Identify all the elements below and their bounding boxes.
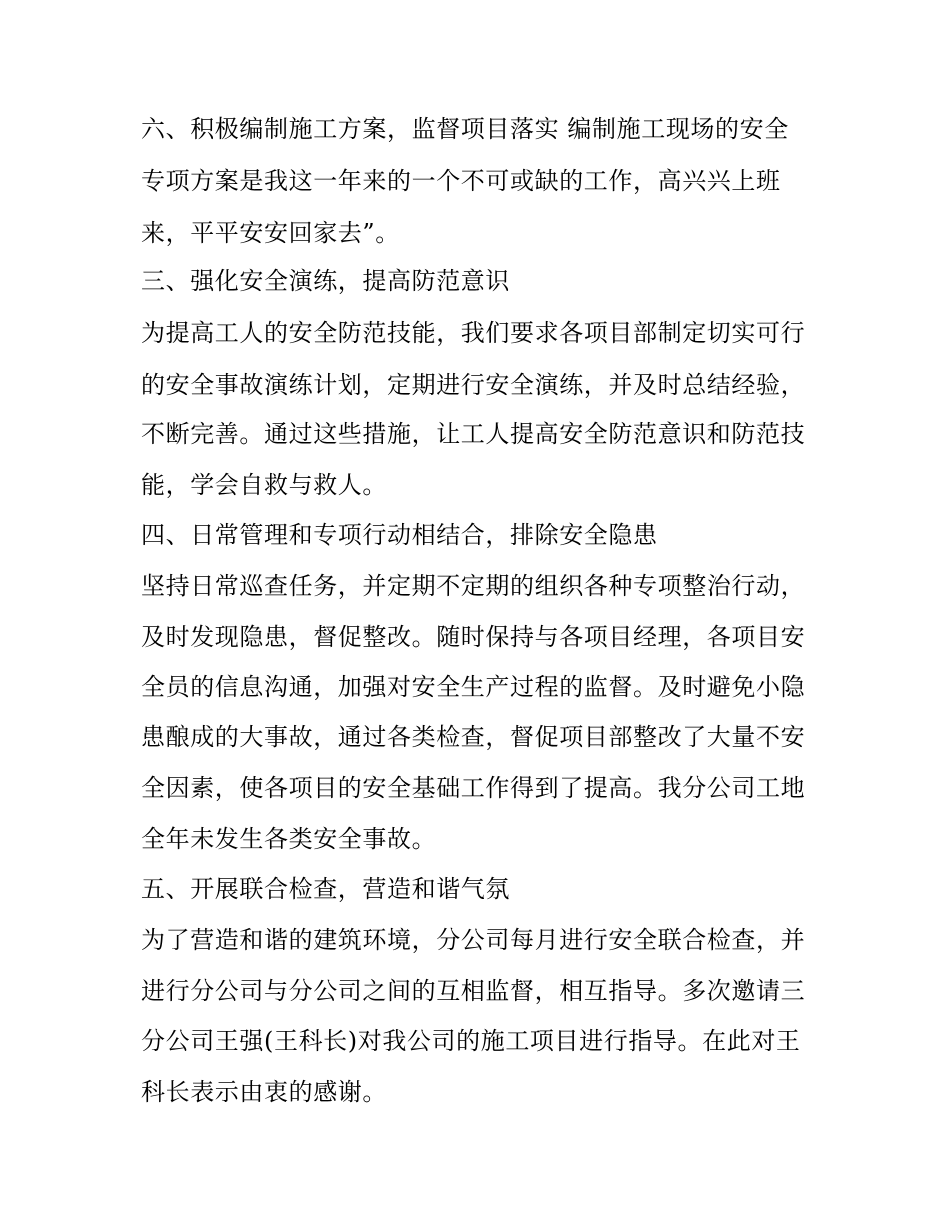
text-line: 全因素，使各项目的安全基础工作得到了提高。我分公司工地 [141, 774, 806, 802]
text-line: 患酿成的大事故，通过各类检查，督促项目部整改了大量不安 [141, 723, 806, 751]
text-line: 进行分公司与分公司之间的互相监督，相互指导。多次邀请三 [141, 977, 806, 1005]
text-line: 能，学会自救与救人。 [141, 471, 387, 499]
text-line: 坚持日常巡查任务，并定期不定期的组织各种专项整治行动， [141, 572, 806, 600]
section-heading: 四、日常管理和专项行动相结合，排除安全隐患 [141, 521, 658, 549]
text-line: 来，平平安安回家去”。 [141, 219, 400, 247]
section-heading: 五、开展联合检查，营造和谐气氛 [141, 875, 510, 903]
text-line: 六、积极编制施工方案，监督项目落实 编制施工现场的安全 [141, 115, 789, 143]
text-line: 为了营造和谐的建筑环境，分公司每月进行安全联合检查，并 [141, 926, 806, 954]
text-line: 全员的信息沟通，加强对安全生产过程的监督。及时避免小隐 [141, 673, 806, 701]
text-line: 不断完善。通过这些措施，让工人提高安全防范意识和防范技 [141, 420, 806, 448]
text-line: 为提高工人的安全防范技能，我们要求各项目部制定切实可行 [141, 319, 806, 347]
text-line: 专项方案是我这一年来的一个不可或缺的工作，高兴兴上班 [141, 167, 781, 195]
text-line: 科长表示由衷的感谢。 [141, 1078, 387, 1106]
section-heading: 三、强化安全演练，提高防范意识 [141, 267, 510, 295]
text-line: 全年未发生各类安全事故。 [141, 825, 437, 853]
text-line: 及时发现隐患，督促整改。随时保持与各项目经理，各项目安 [141, 623, 806, 651]
text-line: 分公司王强(王科长)对我公司的施工项目进行指导。在此对王 [141, 1027, 801, 1055]
text-line: 的安全事故演练计划，定期进行安全演练，并及时总结经验， [141, 371, 806, 399]
